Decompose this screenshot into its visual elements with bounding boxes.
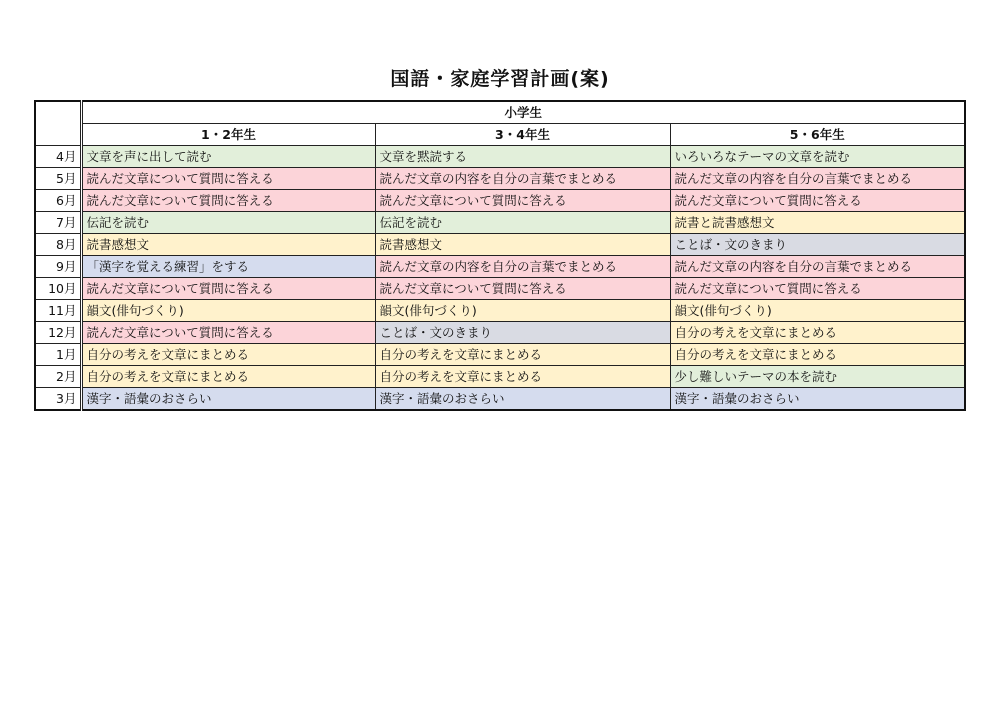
month-cell: 5月 [35, 168, 81, 190]
month-cell: 6月 [35, 190, 81, 212]
plan-cell: 伝記を読む [375, 212, 670, 234]
page-title: 国語・家庭学習計画(案) [390, 68, 610, 90]
plan-cell: 読んだ文章の内容を自分の言葉でまとめる [670, 256, 965, 278]
corner-cell [35, 101, 81, 146]
month-cell: 4月 [35, 146, 81, 168]
plan-cell: 読んだ文章の内容を自分の言葉でまとめる [375, 256, 670, 278]
plan-cell: 漢字・語彙のおさらい [81, 388, 375, 411]
table-row [35, 278, 965, 300]
month-cell: 12月 [35, 322, 81, 344]
plan-cell: 読書感想文 [375, 234, 670, 256]
grade-header-3-4: 3・4年生 [375, 124, 670, 146]
plan-cell: 伝記を読む [81, 212, 375, 234]
plan-cell: 読んだ文章について質問に答える [375, 278, 670, 300]
plan-cell: 自分の考えを文章にまとめる [670, 344, 965, 366]
table-row [35, 234, 965, 256]
plan-cell: 韻文(俳句づくり) [81, 300, 375, 322]
table-row [35, 300, 965, 322]
table-row [35, 322, 965, 344]
group-header: 小学生 [81, 101, 965, 124]
plan-cell: 読んだ文章について質問に答える [81, 322, 375, 344]
plan-cell: 読んだ文章について質問に答える [375, 190, 670, 212]
month-cell: 10月 [35, 278, 81, 300]
plan-cell: 漢字・語彙のおさらい [375, 388, 670, 411]
plan-body [35, 146, 965, 411]
plan-cell: 「漢字を覚える練習」をする [81, 256, 375, 278]
month-cell: 11月 [35, 300, 81, 322]
plan-cell: 漢字・語彙のおさらい [670, 388, 965, 411]
plan-cell: 自分の考えを文章にまとめる [81, 344, 375, 366]
month-cell: 9月 [35, 256, 81, 278]
table-row [35, 190, 965, 212]
plan-cell: 自分の考えを文章にまとめる [81, 366, 375, 388]
plan-cell: 自分の考えを文章にまとめる [375, 366, 670, 388]
plan-cell: 韻文(俳句づくり) [375, 300, 670, 322]
plan-cell: 読んだ文章の内容を自分の言葉でまとめる [670, 168, 965, 190]
plan-cell: ことば・文のきまり [375, 322, 670, 344]
plan-cell: 少し難しいテーマの本を読む [670, 366, 965, 388]
table-row [35, 344, 965, 366]
month-cell: 8月 [35, 234, 81, 256]
plan-cell: いろいろなテーマの文章を読む [670, 146, 965, 168]
grade-header-5-6: 5・6年生 [670, 124, 965, 146]
table-row [35, 146, 965, 168]
plan-cell: 読んだ文章について質問に答える [81, 168, 375, 190]
plan-cell: 読んだ文章の内容を自分の言葉でまとめる [375, 168, 670, 190]
table-row [35, 212, 965, 234]
month-cell: 3月 [35, 388, 81, 411]
header-row-group [35, 101, 965, 124]
table-row [35, 168, 965, 190]
header-row-grades [35, 124, 965, 146]
plan-cell: 韻文(俳句づくり) [670, 300, 965, 322]
plan-cell: ことば・文のきまり [670, 234, 965, 256]
plan-cell: 読んだ文章について質問に答える [670, 190, 965, 212]
plan-cell: 読んだ文章について質問に答える [670, 278, 965, 300]
table-row [35, 256, 965, 278]
plan-cell: 自分の考えを文章にまとめる [670, 322, 965, 344]
month-cell: 2月 [35, 366, 81, 388]
study-plan-table [34, 100, 966, 411]
plan-cell: 読んだ文章について質問に答える [81, 278, 375, 300]
plan-cell: 読んだ文章について質問に答える [81, 190, 375, 212]
plan-cell: 文章を声に出して読む [81, 146, 375, 168]
month-cell: 1月 [35, 344, 81, 366]
plan-cell: 文章を黙読する [375, 146, 670, 168]
plan-cell: 自分の考えを文章にまとめる [375, 344, 670, 366]
table-row [35, 388, 965, 411]
grade-header-1-2: 1・2年生 [81, 124, 375, 146]
plan-cell: 読書と読書感想文 [670, 212, 965, 234]
month-cell: 7月 [35, 212, 81, 234]
table-row [35, 366, 965, 388]
plan-cell: 読書感想文 [81, 234, 375, 256]
